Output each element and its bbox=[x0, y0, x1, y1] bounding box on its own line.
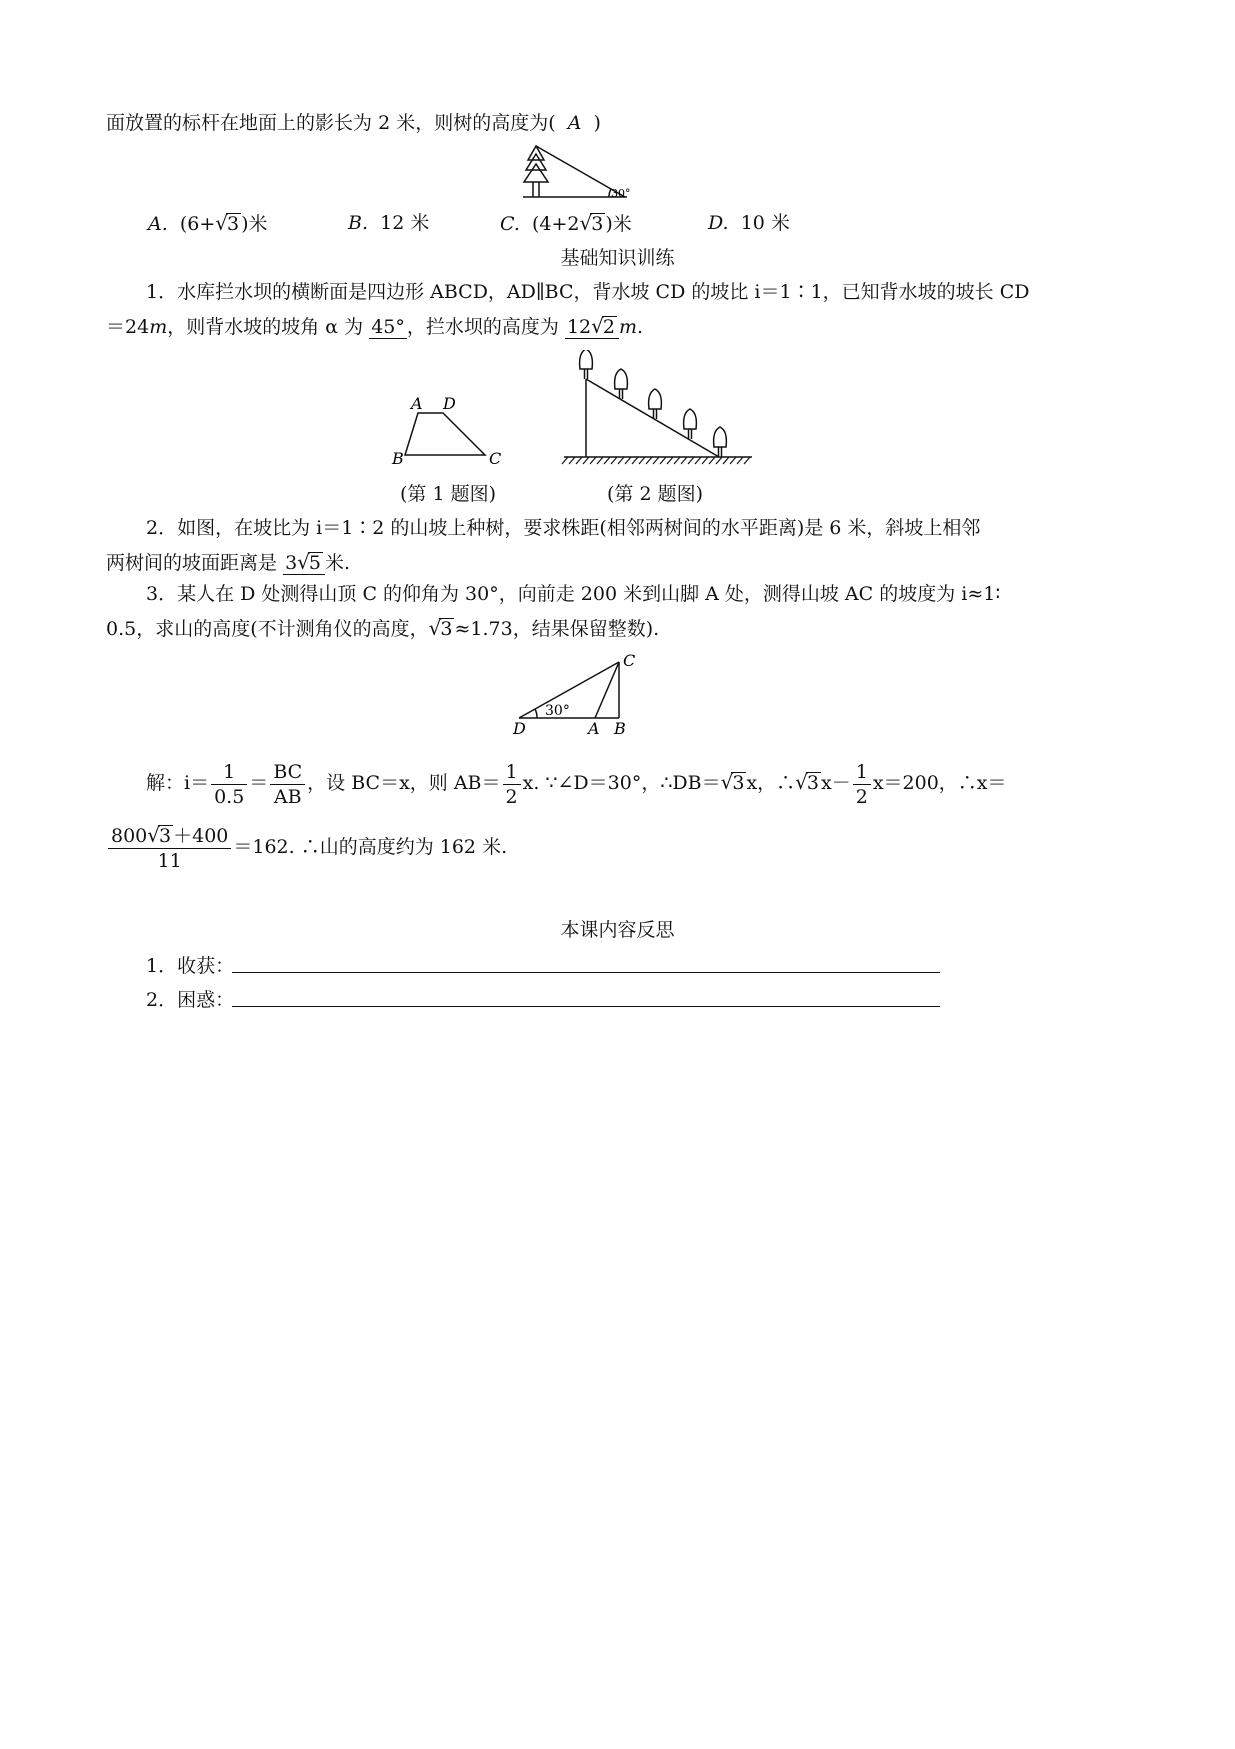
tree-icon bbox=[714, 427, 727, 457]
fig1-label-d: D bbox=[443, 394, 456, 413]
frac-bc-over-ab: $\frac{BC}{AB}$ bbox=[270, 760, 305, 809]
intro-answer: A bbox=[567, 112, 582, 134]
intro-line: 面放置的标杆在地面上的影长为 2 米，则树的高度为( A ) bbox=[106, 112, 601, 134]
reflect-item-confusion: 2．困惑： bbox=[146, 989, 235, 1011]
reflect-item-gain: 1．收获： bbox=[146, 955, 235, 977]
q1-answer-height: 12√2 bbox=[565, 316, 619, 339]
option-a: A. (6+√3 )米 bbox=[148, 211, 268, 235]
frac-1-over-2-b: $\frac{1}{2}$ bbox=[853, 760, 871, 809]
option-c: C. (4+2√3 )米 bbox=[500, 211, 632, 235]
fig1-caption: (第 1 题图) bbox=[400, 483, 496, 505]
solution-line1: 解：i＝ $\frac{1}{0.5}$ ＝ $\frac{BC}{AB}$ ，设 BC＝x，则 AB＝ $\frac{1}{2}$ x. ∵∠D＝30°，∴DB＝√3 x，∴√3 x－ $\frac{1}{2}$ x＝200，∴x＝ bbox=[146, 760, 1007, 808]
q1-line2: ＝24m，则背水坡的坡角 α 为 45° ，拦水坝的高度为 12√2 m. bbox=[106, 314, 644, 338]
gain-blank-line[interactable] bbox=[232, 972, 940, 973]
option-b: B. 12 米 bbox=[348, 212, 430, 234]
q1-line1: 1．水库拦水坝的横断面是四边形 ABCD，AD∥BC，背水坡 CD 的坡比 i＝1∶1，已知背水坡的坡长 CD bbox=[146, 281, 1030, 303]
fig3-label-a: A bbox=[588, 719, 600, 738]
tree-icon bbox=[649, 389, 662, 419]
q2-line1: 2．如图，在坡比为 i＝1∶2 的山坡上种树，要求株距(相邻两树间的水平距离)是 6 米，斜坡上相邻 bbox=[146, 517, 981, 539]
tree-shadow-figure bbox=[515, 140, 635, 206]
fig3-label-b: B bbox=[614, 719, 626, 738]
tree-icon bbox=[684, 409, 697, 439]
tree-icon bbox=[615, 369, 628, 399]
fig1-label-c: C bbox=[489, 449, 502, 468]
option-d: D. 10 米 bbox=[708, 212, 790, 234]
q1-answer-angle: 45° bbox=[371, 316, 405, 338]
q3-line1: 3．某人在 D 处测得山顶 C 的仰角为 30°，向前走 200 米到山脚 A 处，测得山坡 AC 的坡度为 i≈1∶ bbox=[146, 583, 1001, 605]
q2-answer: 3√5 bbox=[283, 552, 325, 575]
fig3-label-c: C bbox=[623, 651, 636, 670]
q2-line2: 两树间的坡面距离是 3√5 米. bbox=[106, 550, 351, 574]
fig3-angle-label: 30° bbox=[545, 703, 570, 719]
frac-1-over-0-5: $\frac{1}{0.5}$ bbox=[211, 760, 247, 809]
q3-line2: 0.5，求山的高度(不计测角仪的高度，√3 ≈1.73，结果保留整数). bbox=[106, 616, 660, 640]
fig1-label-a: A bbox=[411, 394, 423, 413]
section-title-reflection: 本课内容反思 bbox=[560, 919, 675, 941]
fig1-label-b: B bbox=[392, 449, 404, 468]
fig2-caption: (第 2 题图) bbox=[607, 483, 703, 505]
slope-trees-figure bbox=[560, 350, 760, 468]
tree-icon bbox=[580, 350, 593, 379]
mountain-triangle-figure bbox=[505, 648, 650, 738]
fig0-angle-label: 30° bbox=[611, 187, 631, 200]
trapezoid-figure bbox=[385, 392, 515, 472]
fig3-label-d: D bbox=[513, 719, 526, 738]
frac-1-over-2-a: $\frac{1}{2}$ bbox=[503, 760, 521, 809]
confusion-blank-line[interactable] bbox=[232, 1006, 940, 1007]
frac-final: $\frac{800√3 +400}{11}$ bbox=[108, 823, 231, 873]
solution-line2: $\frac{800√3 +400}{11}$ ＝162. ∴山的高度约为 162 米. bbox=[106, 820, 507, 874]
section-title-basic: 基础知识训练 bbox=[560, 247, 675, 269]
